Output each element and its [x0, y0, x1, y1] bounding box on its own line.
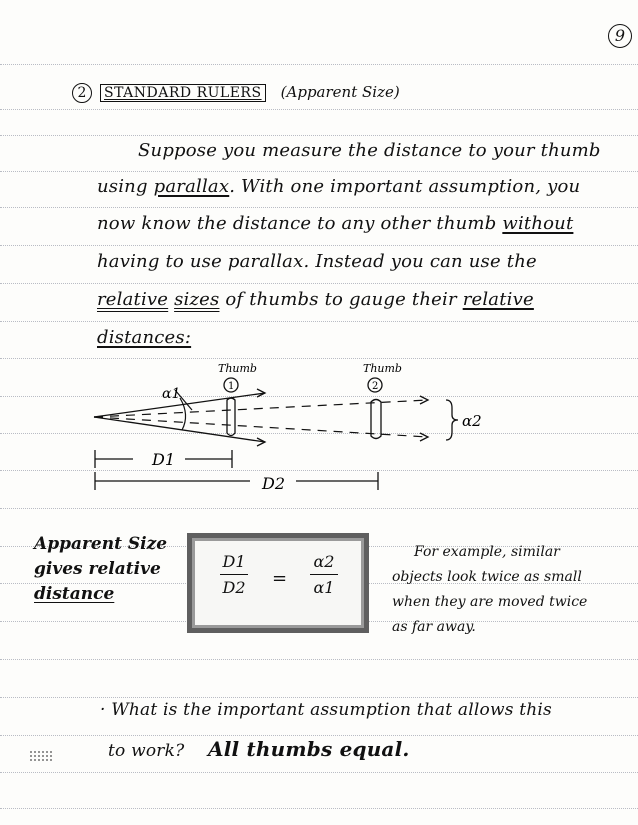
side-note-line-2: gives relative	[34, 559, 161, 579]
thumb1-label: Thumb	[218, 362, 257, 375]
formula-rhs	[310, 552, 338, 597]
term-parallax: parallax	[153, 176, 230, 197]
term-relative-2: relative	[462, 289, 534, 310]
thumb1-number: 1	[228, 381, 235, 392]
paragraph-line-1	[138, 140, 601, 161]
answer-text: All thumbs equal.	[208, 737, 410, 761]
paragraph-line-3	[97, 213, 573, 234]
paragraph-line-4	[97, 251, 537, 272]
paragraph-text: . With one important assumption, you	[229, 176, 581, 197]
alpha2-brace	[446, 400, 458, 440]
ray-bottom-dashed	[94, 417, 428, 437]
thumb2-label: Thumb	[363, 362, 402, 375]
example-line-1: For example, similar	[414, 544, 560, 560]
term-relative: relative	[97, 289, 169, 310]
example-line-3: when they are moved twice	[392, 594, 588, 610]
example-note	[392, 540, 587, 640]
thumb1-shape	[227, 398, 235, 436]
side-note-line-1: Apparent Size	[34, 534, 168, 554]
d2-label: D2	[262, 474, 286, 493]
question-line-2	[108, 737, 410, 761]
alpha1-arc	[180, 398, 186, 430]
alpha1-label: α1	[162, 386, 181, 402]
term-without: without	[502, 213, 574, 234]
formula-rhs-bar	[310, 574, 338, 575]
margin-mark	[28, 748, 58, 764]
example-line-2: objects look twice as small	[392, 569, 582, 585]
paragraph-text: using	[97, 176, 154, 197]
alpha2-label: α2	[462, 412, 482, 430]
formula-lhs-bar	[220, 574, 248, 575]
formula-equals: =	[272, 568, 288, 589]
ray-bottom-solid	[94, 417, 265, 442]
formula-box	[187, 533, 369, 633]
section-number: 2	[72, 83, 92, 103]
question-line-1: · What is the important assumption that allows this	[100, 700, 552, 720]
section-title: STANDARD RULERS	[100, 84, 266, 102]
paragraph-text: having to use parallax. Instead you can use the	[97, 251, 537, 272]
section-heading	[72, 82, 400, 103]
formula-rhs-denominator: α1	[313, 578, 335, 597]
side-note	[34, 532, 167, 607]
term-sizes: sizes	[174, 289, 220, 310]
paragraph-line-2	[97, 176, 580, 197]
d1-label: D1	[152, 450, 176, 469]
parallax-diagram	[0, 360, 638, 500]
side-note-line-3: distance	[34, 584, 115, 604]
thumb2-shape	[371, 400, 381, 439]
section-subtitle: (Apparent Size)	[280, 83, 400, 101]
page-number: 9	[608, 24, 632, 48]
ray-top-dashed	[94, 400, 428, 417]
paragraph-line-5	[97, 289, 534, 310]
term-distances: distances:	[97, 327, 192, 348]
formula-lhs	[220, 552, 248, 597]
paragraph-text: now know the distance to any other thumb	[97, 213, 503, 234]
paragraph-line-6	[97, 327, 191, 348]
paragraph-text: Suppose you measure the distance to your thumb	[138, 140, 601, 161]
thumb2-number: 2	[372, 381, 379, 392]
question-text: to work?	[108, 741, 185, 761]
example-line-4: as far away.	[392, 619, 476, 635]
formula-rhs-numerator: α2	[313, 552, 335, 571]
formula-lhs-denominator: D2	[222, 578, 246, 597]
formula-lhs-numerator: D1	[222, 552, 246, 571]
paragraph-text: of thumbs to gauge their	[219, 289, 463, 310]
